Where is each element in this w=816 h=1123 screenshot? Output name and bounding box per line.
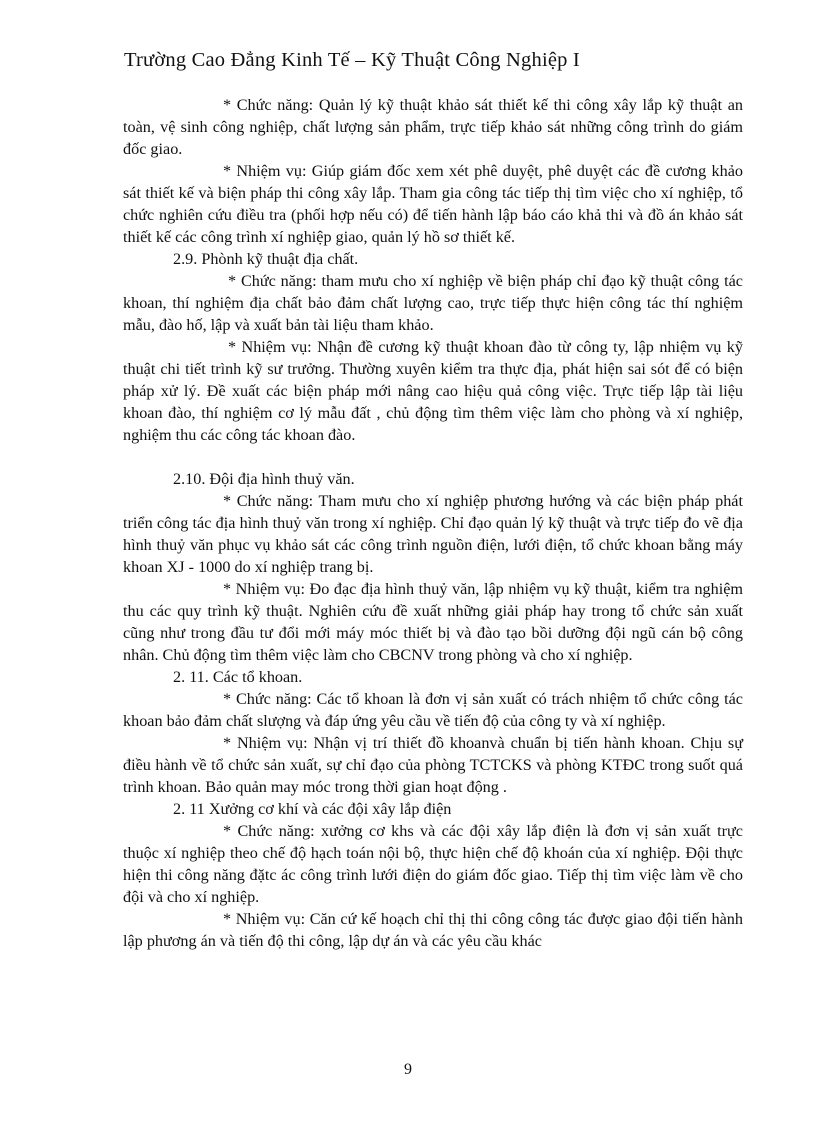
paragraph: * Nhiệm vụ: Giúp giám đốc xem xét phê duyệt, phê duyệt các đề cương khảo sát thiết kế và biện pháp thi công xây lắp. Tham gia công tác tiếp thị tìm việc cho xí nghiệp, tổ chức nghiên cứu điều tra (phối hợp nếu có) để tiến hành lập báo cáo khả thi và đồ án khảo sát thiết kế các công trình xí nghiệp giao, quản lý hồ sơ thiết kế.: [123, 162, 743, 246]
paragraph: * Nhiệm vụ: Nhận vị trí thiết đồ khoanvà chuẩn bị tiến hành khoan. Chịu sự điều hành về tổ chức sản xuất, sự chỉ đạo của phòng TCTCKS và phòng KTĐC trong suốt quá trình khoan. Bảo quản may móc trong thời gian hoạt động .: [123, 734, 743, 796]
document-body: [123, 94, 743, 952]
section-heading: 2.10. Đội địa hình thuỷ văn.: [173, 470, 355, 488]
page-number: 9: [404, 1061, 412, 1078]
section-heading: 2. 11. Các tổ khoan.: [173, 668, 303, 686]
page-header: Trường Cao Đẳng Kinh Tế – Kỹ Thuật Công Nghiệp I: [124, 49, 580, 71]
paragraph: * Chức năng: tham mưu cho xí nghiệp về biện pháp chỉ đạo kỹ thuật công tác khoan, thí nghiệm địa chất bảo đảm chất lượng cao, trực tiếp thực hiện công tác thí nghiệm mẫu, đào hố, lập và xuất bản tài liệu tham khảo.: [123, 272, 743, 334]
paragraph: * Nhiệm vụ: Căn cứ kế hoạch chỉ thị thi công công tác được giao đội tiến hành lập phương án và tiến độ thi công, lập dự án và các yêu cầu khác: [123, 910, 743, 950]
section-heading: 2. 11 Xưởng cơ khí và các đội xây lắp điện: [173, 800, 452, 818]
paragraph: * Chức năng: xưởng cơ khs và các đội xây lắp điện là đơn vị sản xuất trực thuộc xí nghiệp theo chế độ hạch toán nội bộ, thực hiện chế độ khoán của xí nghiệp. Đội thực hiện thi công năng đặtc ác công trình lưới điện do giám đốc giao. Tiếp thị tìm việc làm về cho đội và cho xí nghiệp.: [123, 822, 743, 906]
section-heading: 2.9. Phònh kỹ thuật địa chất.: [173, 250, 359, 268]
paragraph: * Nhiệm vụ: Nhận đề cương kỹ thuật khoan đào từ công ty, lập nhiệm vụ kỹ thuật chi tiết trình kỹ sư trưởng. Thường xuyên kiểm tra thực địa, phát hiện sai sót để có biện pháp xử lý. Đề xuất các biện pháp mới nâng cao hiệu quả công việc. Trực tiếp lập tài liệu khoan đào, thí nghiệm cơ lý mẫu đất , chủ động tìm thêm việc làm cho phòng và xí nghiệp, nghiệm thu các công tác khoan đào.: [123, 338, 743, 444]
paragraph: * Chức năng: Các tổ khoan là đơn vị sản xuất có trách nhiệm tổ chức công tác khoan bảo đảm chất slượng và đáp ứng yêu cầu về tiến độ của công ty và xí nghiệp.: [123, 690, 743, 730]
paragraph: * Nhiệm vụ: Đo đạc địa hình thuỷ văn, lập nhiệm vụ kỹ thuật, kiểm tra nghiệm thu các quy trình kỹ thuật. Nghiên cứu đề xuất những giải pháp hay trong tổ chức sản xuất cũng như trong đầu tư đổi mới máy móc thiết bị và đào tạo bồi dưỡng đội ngũ cán bộ công nhân. Chủ động tìm thêm việc làm cho CBCNV trong phòng và cho xí nghiệp.: [123, 580, 743, 664]
paragraph: * Chức năng: Tham mưu cho xí nghiệp phương hướng và các biện pháp phát triển công tác địa hình thuỷ văn trong xí nghiệp. Chỉ đạo quản lý kỹ thuật và trực tiếp đo vẽ địa hình thuỷ văn phục vụ khảo sát các công trình nguồn điện, lưới điện, tổ chức khoan bằng máy khoan XJ - 1000 do xí nghiệp trang bị.: [123, 492, 743, 576]
paragraph: * Chức năng: Quản lý kỹ thuật khảo sát thiết kế thi công xây lắp kỹ thuật an toàn, vệ sinh công nghiệp, chất lượng sản phẩm, trực tiếp khảo sát những công trình do giám đốc giao.: [123, 96, 743, 158]
